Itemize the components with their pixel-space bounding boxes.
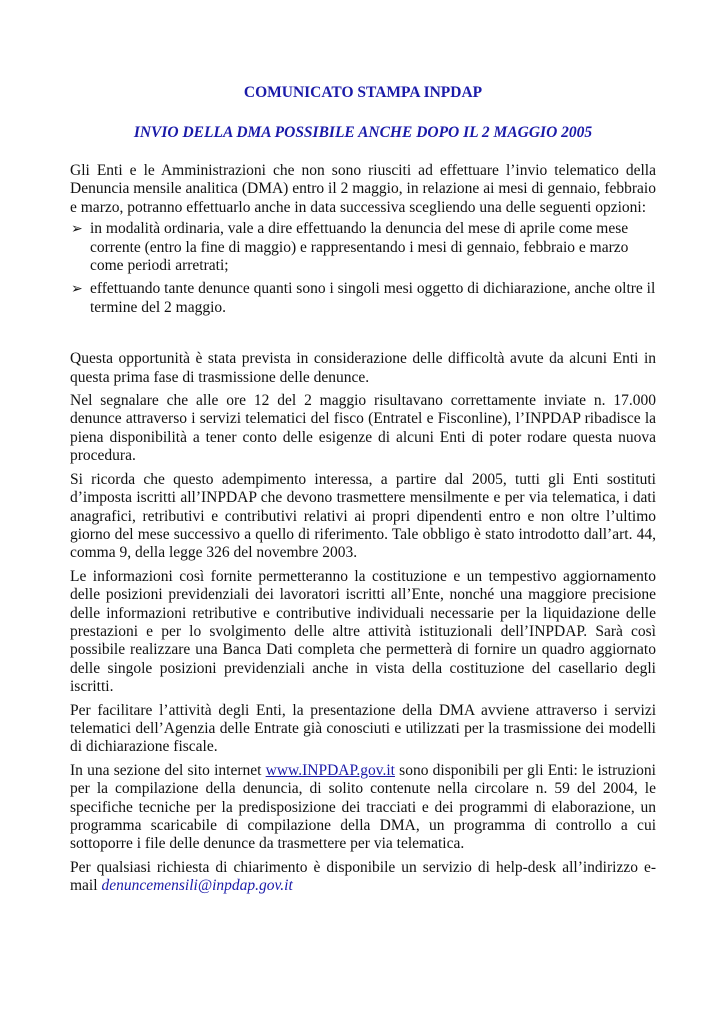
arrow-bullet-icon: ➢	[71, 281, 83, 298]
paragraph-obligation: Si ricorda che questo adempimento interessa, a partire dal 2005, tutti gli Enti sostituti d’imposta iscritti all’INPDAP che devono trasmettere mensilmente e per via telematica, i dati anagrafici, retributivi e contributivi relativi ai propri dipendenti entro e non oltre l’ultimo giorno del mese successivo a quello di riferimento. Tale obbligo è stato introdotto dall’art. 44, comma 9, della legge 326 del novembre 2003.	[70, 470, 656, 562]
document-body	[70, 82, 656, 896]
list-item-text: in modalità ordinaria, vale a dire effettuando la denuncia del mese di aprile come mese corrente (entro la fine di maggio) e rappresentando i mesi di gennaio, febbraio e marzo come periodi arretrati;	[90, 220, 629, 275]
list-item	[70, 280, 656, 317]
paragraph-information: Le informazioni così fornite permetteranno la costituzione e un tempestivo aggiornamento delle posizioni previdenziali dei lavoratori iscritti all’Ente, nonché una maggiore precisione delle informazioni retributive e contributive individuali necessarie per la liquidazione delle prestazioni e per lo svolgimento delle altre attività istituzionali dell’INPDAP. Sarà così possibile realizzare una Banca Dati completa che permetterà di fornire un quadro aggiornato delle singole posizioni previdenziali anche in vista della costituzione del casellario degli iscritti.	[70, 567, 656, 696]
intro-paragraph: Gli Enti e le Amministrazioni che non sono riusciti ad effettuare l’invio telematico della Denuncia mensile analitica (DMA) entro il 2 maggio, in relazione ai mesi di gennaio, febbraio e marzo, potranno effettuarlo anche in data successiva scegliendo una delle seguenti opzioni:	[70, 162, 656, 216]
paragraph-opportunity: Questa opportunità è stata prevista in considerazione delle difficoltà avute da alcuni Enti in questa prima fase di trasmissione delle denunce.	[70, 350, 656, 386]
paragraph-statistics: Nel segnalare che alle ore 12 del 2 maggio risultavano correttamente inviate n. 17.000 denunce attraverso i servizi telematici del fisco (Entratel e Fisconline), l’INPDAP ribadisce la piena disponibilità a tener conto delle esigenze di alcuni Enti di poter rodare questa nuova procedura.	[70, 392, 656, 465]
list-item-text: effettuando tante denunce quanti sono i singoli mesi oggetto di dichiarazione, anche oltre il termine del 2 maggio.	[90, 280, 656, 316]
paragraph-helpdesk	[70, 859, 656, 896]
list-item	[70, 220, 656, 275]
paragraph-services: Per facilitare l’attività degli Enti, la presentazione della DMA avviene attraverso i servizi telematici dell’Agenzia delle Entrate già conosciuti e utilizzati per la trasmissione dei modelli di dichiarazione fiscale.	[70, 701, 656, 756]
helpdesk-text: Per qualsiasi richiesta di chiarimento è disponibile un servizio di help-desk all’indirizzo e-mail	[70, 858, 656, 895]
arrow-bullet-icon: ➢	[71, 221, 83, 238]
page-title: COMUNICATO STAMPA INPDAP	[243, 84, 483, 101]
website-text-after: sono disponibili per gli Enti: le istruzioni per la compilazione della denuncia, di solito contenute nella circolare n. 59 del 2004, le specifiche tecniche per la predisposizione dei tracciati e dei programmi di elaborazione, un programma scaricabile di compilazione della DMA, un programma di controllo a cui sottoporre i file delle denunce da trasmettere per via telematica.	[70, 761, 656, 853]
options-list	[70, 220, 656, 317]
website-link[interactable]: www.INPDAP.gov.it	[265, 761, 395, 779]
email-link[interactable]: denuncemensili@inpdap.gov.it	[101, 877, 293, 895]
page-subtitle: INVIO DELLA DMA POSSIBILE ANCHE DOPO IL 2 MAGGIO 2005	[133, 124, 593, 141]
paragraph-website	[70, 762, 656, 854]
website-text-before: In una sezione del sito internet	[70, 761, 266, 779]
